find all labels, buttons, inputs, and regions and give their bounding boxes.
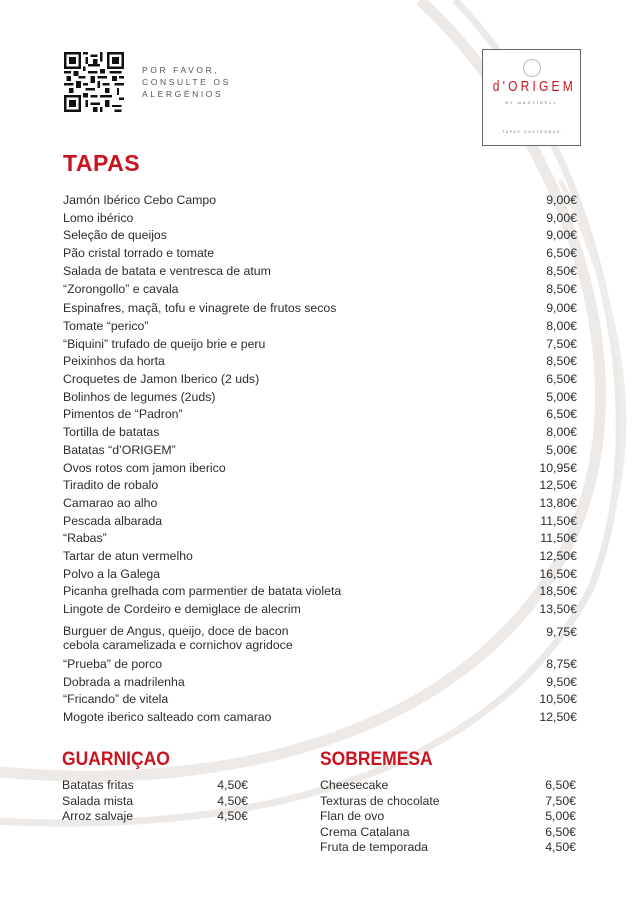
menu-item-name-line: Lingote de Cordeiro e demiglace de alecrim [63, 602, 301, 617]
menu-item [320, 840, 576, 856]
menu-item-name [62, 794, 133, 810]
menu-item-price: 8,50€ [546, 281, 577, 296]
menu-item [63, 566, 577, 584]
menu-item [320, 825, 576, 841]
menu-item-name [63, 495, 157, 513]
menu-item [63, 656, 577, 674]
section-title-tapas: TAPAS [63, 150, 141, 176]
menu-item-name [63, 353, 165, 371]
menu-item-price: 6,50€ [546, 246, 577, 261]
menu-item [63, 583, 577, 601]
menu-item-name-line: Espinafres, maçã, tofu e vinagrete de frutos secos [63, 301, 337, 316]
menu-item-price: 9,00€ [546, 228, 577, 243]
menu-item [63, 460, 577, 478]
menu-item [63, 442, 577, 460]
menu-item [63, 477, 577, 495]
logo-subtitle: BY MASTINELL [505, 100, 558, 105]
menu-item-name [63, 601, 301, 619]
menu-item-name [63, 263, 271, 281]
menu-item-price: 4,50€ [217, 809, 248, 823]
menu-item-name [63, 371, 259, 389]
menu-item [63, 371, 577, 389]
menu-item-name-line: Picanha grelhada com parmentier de batata violeta [63, 584, 342, 599]
menu-item-name-line: Texturas de chocolate [320, 793, 440, 808]
menu-item-price: 13,80€ [539, 495, 577, 510]
menu-item [63, 601, 577, 619]
menu-item-name [320, 778, 388, 794]
menu-item [63, 300, 577, 318]
menu-item [63, 281, 577, 299]
tapas-list [63, 192, 577, 727]
menu-item-name-line: Lomo ibérico [63, 210, 134, 225]
menu-item [63, 227, 577, 245]
menu-item-price: 18,50€ [539, 584, 577, 599]
logo-ring-icon [523, 59, 541, 77]
menu-item [320, 809, 576, 825]
menu-item-name-line: Salada mista [62, 793, 134, 808]
menu-item-price: 4,50€ [217, 778, 248, 792]
menu-item-name [63, 548, 193, 566]
menu-item [63, 210, 577, 228]
menu-item-name-line: Camarao ao alho [63, 495, 158, 510]
menu-item-name-line: Pescada albarada [63, 513, 163, 528]
menu-item [63, 389, 577, 407]
menu-item [63, 674, 577, 692]
menu-item-price: 6,50€ [545, 778, 576, 792]
menu-item-price: 8,50€ [546, 354, 577, 369]
menu-item [63, 513, 577, 531]
menu-item-name-line: Tomate “perico” [63, 318, 149, 333]
menu-item-name [63, 424, 159, 442]
menu-item-name [63, 460, 226, 478]
menu-item-name [63, 227, 167, 245]
menu-item [62, 809, 248, 825]
menu-item-name [63, 583, 341, 601]
menu-item-name-line: Peixinhos da horta [63, 354, 165, 369]
menu-item-name-line: Tartar de atun vermelho [63, 549, 193, 564]
section-title-guarnicao: GUARNIÇAO [62, 749, 170, 770]
menu-item-price: 11,50€ [540, 531, 577, 546]
menu-item-name-line: “Zorongollo” e cavala [63, 281, 179, 296]
menu-item-name-line: Pimentos de “Padron” [63, 407, 183, 422]
qr-code-icon[interactable] [63, 52, 125, 112]
menu-item [63, 353, 577, 371]
menu-item-name-line: Seleção de queijos [63, 228, 167, 243]
menu-item-name [63, 281, 179, 299]
menu-item-name-line: “Rabas” [63, 531, 107, 546]
menu-item-name [63, 477, 158, 495]
menu-item-price: 6,50€ [546, 372, 577, 387]
menu-item-name [62, 778, 134, 794]
menu-item-name [63, 192, 216, 210]
menu-item [63, 424, 577, 442]
menu-item-name [320, 809, 384, 825]
menu-item-price: 8,75€ [546, 656, 577, 671]
menu-item-name-line: Bolinhos de legumes (2uds) [63, 389, 216, 404]
menu-item-name-line: “Fricando” de vitela [63, 692, 169, 707]
guarnicao-list [62, 778, 248, 825]
menu-item-name [320, 840, 428, 856]
menu-item [63, 336, 577, 354]
menu-item-name [320, 794, 440, 810]
menu-item-price: 6,50€ [546, 407, 577, 422]
menu-item-name [63, 709, 271, 727]
menu-item-price: 9,75€ [546, 624, 577, 639]
allergen-notice [142, 64, 231, 100]
menu-item-name-line: Polvo a la Galega [63, 566, 161, 581]
logo-name: d'ORIGEM [492, 78, 576, 95]
menu-item-name-line: Fruta de temporada [320, 840, 429, 854]
menu-item [63, 691, 577, 709]
menu-item-name-line: Jamón Ibérico Cebo Campo [63, 193, 217, 207]
menu-item-name-line: Salada de batata e ventresca de atum [63, 263, 271, 278]
menu-item-price: 9,00€ [546, 193, 577, 207]
sobremesa-list [320, 778, 576, 856]
menu-item-price: 9,00€ [546, 210, 577, 225]
menu-item-name [63, 691, 168, 709]
menu-item-price: 5,00€ [545, 809, 576, 823]
menu-item-price: 6,50€ [545, 824, 576, 839]
menu-item-price: 9,50€ [546, 674, 577, 689]
menu-item-price: 4,50€ [545, 840, 576, 854]
menu-item-name-line: “Biquini” trufado de queijo brie e peru [63, 336, 266, 351]
menu-item-price: 10,95€ [539, 460, 577, 475]
menu-item-name-line: Batatas “d’ORIGEM” [63, 442, 176, 457]
menu-item-price: 10,50€ [539, 692, 577, 707]
menu-item-price: 13,50€ [539, 602, 577, 617]
menu-item-name [63, 318, 148, 336]
menu-item-name [62, 809, 133, 825]
menu-item [63, 530, 577, 548]
menu-item-name-line: Dobrada a madrilenha [63, 674, 185, 689]
menu-item-name [63, 674, 185, 692]
menu-item-price: 4,50€ [217, 793, 248, 808]
menu-item-price: 7,50€ [545, 793, 576, 808]
menu-item-name [63, 406, 183, 424]
allergen-notice-line: ALERGÉNIOS [142, 89, 224, 99]
menu-item-price: 16,50€ [539, 566, 577, 581]
logo-tagline: -TAPAS GASTROBAR- [499, 130, 564, 134]
menu-item-name [63, 336, 265, 354]
menu-item-price: 12,50€ [539, 709, 577, 724]
menu-item-name [63, 566, 160, 584]
menu-item-price: 12,50€ [539, 478, 577, 493]
menu-item-name-line: Mogote iberico salteado com camarao [63, 709, 272, 724]
menu-item [63, 709, 577, 727]
menu-item-name [63, 245, 214, 263]
menu-item-price: 8,50€ [546, 263, 577, 278]
menu-item [62, 794, 248, 810]
menu-item-price: 7,50€ [546, 336, 577, 351]
menu-item-name-line: “Prueba” de porco [63, 656, 163, 671]
menu-item-name [320, 825, 410, 841]
restaurant-logo [482, 49, 581, 146]
menu-item-name [63, 300, 336, 318]
menu-item-price: 5,00€ [546, 389, 577, 404]
menu-item [63, 318, 577, 336]
menu-item [63, 548, 577, 566]
menu-item-price: 11,50€ [540, 513, 577, 528]
menu-item [63, 245, 577, 263]
menu-item-name-line: Tortilla de batatas [63, 425, 160, 440]
menu-item-name [63, 622, 293, 652]
menu-item-price: 9,00€ [546, 301, 577, 316]
allergen-notice-line: CONSULTE OS [142, 77, 231, 87]
menu-item-name [63, 513, 162, 531]
menu-item-name-line: Tiradito de robalo [63, 478, 159, 493]
menu-item-name-line: Batatas fritas [62, 778, 134, 792]
menu-item [320, 778, 576, 794]
menu-item [63, 495, 577, 513]
menu-item [63, 192, 577, 210]
menu-item [63, 406, 577, 424]
section-title-sobremesa: SOBREMESA [320, 749, 433, 770]
menu-item-name-line: Croquetes de Jamon Iberico (2 uds) [63, 372, 260, 387]
menu-item [63, 263, 577, 281]
menu-item-name [63, 389, 215, 407]
allergen-notice-line: POR FAVOR, [142, 65, 220, 75]
menu-item [63, 622, 577, 652]
menu-item-price: 8,00€ [546, 425, 577, 440]
menu-item-name-line: Burguer de Angus, queijo, doce de bacon [63, 623, 289, 638]
menu-item [320, 794, 576, 810]
menu-item-name-line: Flan de ovo [320, 809, 385, 823]
menu-item-name [63, 656, 162, 674]
menu-item-name-line: Arroz salvaje [62, 809, 134, 823]
menu-item-name-line: Cheesecake [320, 778, 389, 792]
menu-item-price: 12,50€ [539, 549, 577, 564]
menu-item-name-line: cebola caramelizada e cornichov agridoce [63, 637, 293, 652]
menu-item-name [63, 442, 176, 460]
menu-item [62, 778, 248, 794]
menu-item-name [63, 530, 107, 548]
menu-item-name-line: Pão cristal torrado e tomate [63, 246, 215, 261]
menu-item-name-line: Crema Catalana [320, 824, 410, 839]
menu-item-name-line: Ovos rotos com jamon iberico [63, 460, 226, 475]
menu-item-price: 8,00€ [546, 318, 577, 333]
menu-item-name [63, 210, 133, 228]
menu-item-price: 5,00€ [546, 442, 577, 457]
